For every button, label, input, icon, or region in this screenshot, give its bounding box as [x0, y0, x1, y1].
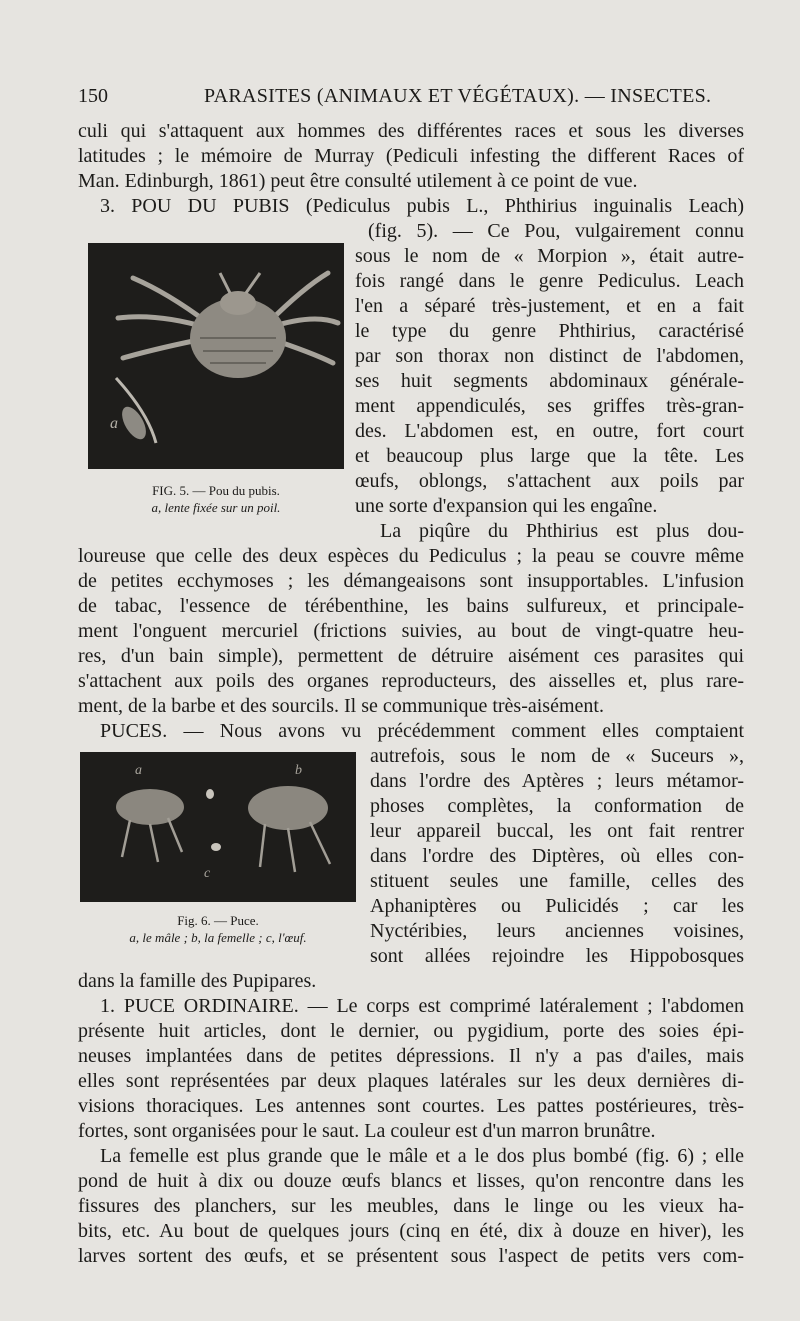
text-line: La femelle est plus grande que le mâle et a le dos plus bombé (fig. 6) ; elle	[100, 1145, 744, 1167]
text-line: (fig. 5). — Ce Pou, vulgairement connu	[368, 220, 744, 242]
text-line: ment l'onguent mercuriel (frictions suivies, au bout de vingt-quatre heu-	[78, 620, 744, 642]
text-line: œufs, oblongs, s'attachent aux poils par	[355, 470, 744, 492]
text-line: latitudes ; le mémoire de Murray (Pediculi infesting the different Races of	[78, 145, 744, 167]
text-line: de petites ecchymoses ; les démangeaisons sont insupportables. L'infusion	[78, 570, 744, 592]
text-line: le type du genre Phthirius, caractérisé	[355, 320, 744, 342]
text-line: stituent seules une famille, celles des	[370, 870, 744, 892]
text-line: par son thorax non distinct de l'abdomen,	[355, 345, 744, 367]
page-number: 150	[78, 85, 108, 107]
section-heading-puce-ordinaire: 1. PUCE ORDINAIRE. — Le corps est comprimé latéralement ; l'abdomen	[100, 995, 744, 1017]
text-line: visions thoraciques. Les antennes sont courtes. Les pattes postérieures, très-	[78, 1095, 744, 1117]
text-line: bits, etc. Au bout de quelques jours (cinq en été, dix à douze en hiver), les	[78, 1220, 744, 1242]
figure-5-label-a: a	[110, 415, 118, 432]
text-line: leur appareil buccal, les ont fait rentrer	[370, 820, 744, 842]
text-line: l'en a séparé très-justement, et en a fait	[355, 295, 744, 317]
running-title: PARASITES (ANIMAUX ET VÉGÉTAUX). — INSECTES.	[204, 85, 712, 107]
text-line: culi qui s'attaquent aux hommes des différentes races et sous les diverses	[78, 120, 744, 142]
figure-6-label-c: c	[204, 866, 211, 881]
text-line: et beaucoup plus large que la tête. Les	[355, 445, 744, 467]
text-line: La piqûre du Phthirius est plus dou-	[380, 520, 744, 542]
text-line: fissures des planchers, sur les meubles, dans le linge ou les vieux ha-	[78, 1195, 744, 1217]
text-line: une sorte d'expansion qui les engaîne.	[355, 495, 658, 517]
text-line: présente huit articles, dont le dernier, ou pygidium, porte des soies épi-	[78, 1020, 744, 1042]
text-line: phoses complètes, la conformation de	[370, 795, 744, 817]
text-line: ment appendiculés, ses griffes très-gran-	[355, 395, 744, 417]
text-line: Man. Edinburgh, 1861) peut être consulté utilement à ce point de vue.	[78, 170, 638, 192]
crab-louse-illustration	[88, 243, 344, 469]
text-line: Nyctéribies, leurs anciennes voisines,	[370, 920, 744, 942]
text-line: ment, de la barbe et des sourcils. Il se communique très-aisément.	[78, 695, 604, 717]
text-line: neuses implantées dans de petites dépressions. Il n'y a pas d'ailes, mais	[78, 1045, 744, 1067]
text-line: fois rangé dans le genre Pediculus. Leach	[355, 270, 744, 292]
section-heading-pou-du-pubis: 3. POU DU PUBIS (Pediculus pubis L., Phthirius inguinalis Leach)	[100, 195, 744, 217]
text-line: larves sortent des œufs, et se présentent sous l'aspect de petits vers com-	[78, 1245, 744, 1267]
text-line: dans l'ordre des Aptères ; leurs métamor-	[370, 770, 744, 792]
text-line: res, d'un bain simple), permettent de détruire aisément ces parasites qui	[78, 645, 744, 667]
text-line: ses huit segments abdominaux générale-	[355, 370, 744, 392]
text-line: sont allées rejoindre les Hippobosques	[370, 945, 744, 967]
text-line: Aphaniptères ou Pulicidés ; car les	[370, 895, 744, 917]
figure-5-image	[88, 243, 344, 469]
figure-6-label-a: a	[135, 763, 142, 778]
text-line: pond de huit à dix ou douze œufs blancs et lisses, qu'on rencontre dans les	[78, 1170, 744, 1192]
text-line: fortes, sont organisées pour le saut. La couleur est d'un marron brunâtre.	[78, 1120, 656, 1142]
section-heading-puces: PUCES. — Nous avons vu précédemment comment elles comptaient	[100, 720, 744, 742]
figure-6-image	[80, 752, 356, 902]
flea-illustration	[80, 752, 356, 902]
text-line: elles sont représentées par deux plaques latérales sur les deux dernières di-	[78, 1070, 744, 1092]
text-line: de tabac, l'essence de térébenthine, les bains sulfureux, et principale-	[78, 595, 744, 617]
text-line: s'attachent aux poils des organes reproducteurs, des aisselles et, plus rare-	[78, 670, 744, 692]
figure-6-caption-legend: a, le mâle ; b, la femelle ; c, l'œuf.	[129, 930, 307, 945]
figure-5-caption-legend: a, lente fixée sur un poil.	[151, 500, 281, 515]
text-line: des. L'abdomen est, en outre, fort court	[355, 420, 744, 442]
figure-6-caption-title: Fig. 6. — Puce.	[177, 913, 259, 928]
figure-5-caption-title: FIG. 5. — Pou du pubis.	[152, 483, 280, 498]
text-line: loureuse que celle des deux espèces du Pediculus ; la peau se couvre même	[78, 545, 744, 567]
text-line: dans l'ordre des Diptères, où elles con-	[370, 845, 744, 867]
text-line: sous le nom de « Morpion », était autre-	[355, 245, 744, 267]
text-line: dans la famille des Pupipares.	[78, 970, 317, 992]
figure-6-label-b: b	[295, 763, 302, 778]
text-line: autrefois, sous le nom de « Suceurs »,	[370, 745, 744, 767]
